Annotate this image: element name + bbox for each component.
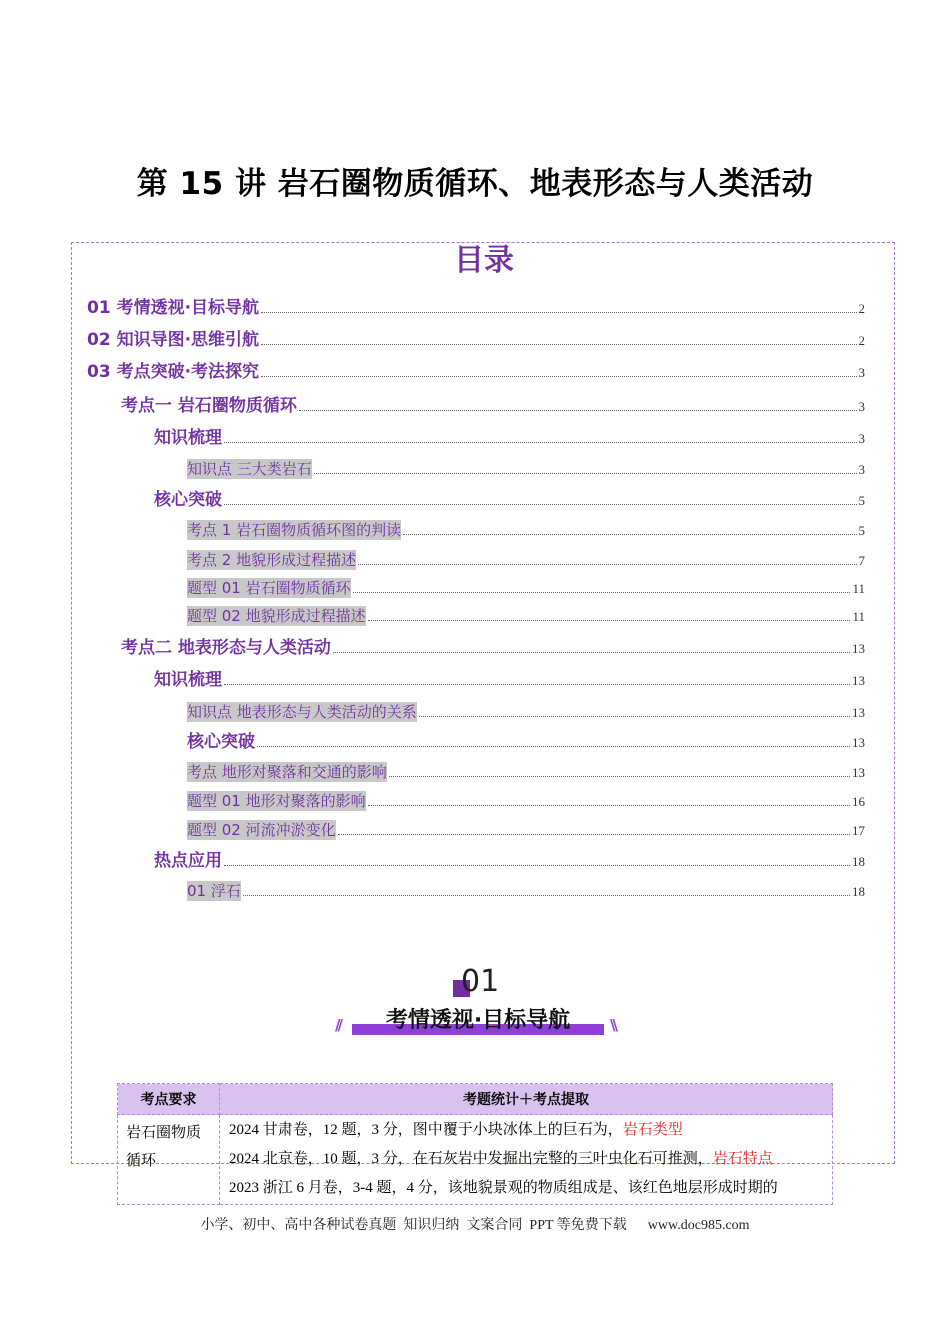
toc-leader-dots bbox=[338, 833, 850, 835]
stat-highlight: 岩石类型 bbox=[622, 1122, 683, 1138]
toc-entry-label: 题型 02 地貌形成过程描述 bbox=[187, 607, 366, 625]
toc-entry[interactable] bbox=[187, 698, 865, 722]
toc-entry-label: 知识梳理 bbox=[154, 428, 222, 448]
toc-entry[interactable] bbox=[187, 574, 865, 598]
table-header-row bbox=[118, 1084, 833, 1115]
toc-leader-dots bbox=[333, 651, 850, 653]
toc-entry-label: 考点 2 地貌形成过程描述 bbox=[187, 551, 357, 569]
toc-leader-dots bbox=[261, 311, 856, 313]
toc-leader-dots bbox=[224, 441, 857, 443]
toc-entry[interactable] bbox=[187, 877, 865, 901]
toc-leader-dots bbox=[224, 683, 850, 685]
page-footer: 小学、初中、高中各种试卷真题 知识归纳 文案合同 PPT 等免费下载 www.doc985.com bbox=[200, 1218, 750, 1233]
toc-leader-dots bbox=[358, 563, 856, 565]
toc-entry[interactable] bbox=[121, 392, 865, 416]
toc-page-number: 3 bbox=[858, 365, 865, 380]
toc-entry[interactable] bbox=[87, 358, 865, 382]
toc-entry-label: 考点一 岩石圈物质循环 bbox=[121, 396, 297, 416]
toc-entry[interactable] bbox=[87, 294, 865, 318]
toc-entry-label: 热点应用 bbox=[154, 851, 222, 871]
toc-leader-dots bbox=[257, 745, 850, 747]
toc-entry-label: 知识梳理 bbox=[154, 670, 222, 690]
toc-page-number: 3 bbox=[858, 431, 865, 446]
stat-text: 2023 浙江 6 月卷，3-4 题，4 分，该地貌景观的物质组成是、该红色地层形成时期的 bbox=[229, 1180, 778, 1196]
toc-entry[interactable] bbox=[87, 326, 865, 350]
toc-page-number: 13 bbox=[852, 765, 865, 780]
toc-page-number: 13 bbox=[852, 673, 865, 688]
toc-page-number: 13 bbox=[852, 641, 865, 656]
stat-line bbox=[221, 1174, 831, 1203]
toc-leader-dots bbox=[368, 804, 850, 806]
toc-page-number: 18 bbox=[852, 884, 865, 899]
toc-leader-dots bbox=[389, 775, 850, 777]
toc-entry-label: 考点 地形对聚落和交通的影响 bbox=[187, 763, 387, 781]
toc-entry[interactable] bbox=[187, 602, 865, 626]
toc-page-number: 18 bbox=[852, 854, 865, 869]
table-header-statistics: 考题统计＋考点提取 bbox=[220, 1084, 833, 1115]
toc-entry[interactable] bbox=[187, 758, 865, 782]
toc-entry[interactable] bbox=[121, 634, 865, 658]
toc-entry[interactable] bbox=[187, 816, 865, 840]
toc-entry-label: 考点二 地表形态与人类活动 bbox=[121, 638, 331, 658]
toc-entry-label: 02 知识导图·思维引航 bbox=[87, 330, 260, 350]
toc-leader-dots bbox=[314, 472, 857, 474]
toc-leader-dots bbox=[224, 864, 850, 866]
toc-entry-label: 知识点 三大类岩石 bbox=[187, 460, 312, 478]
toc-entry-label: 核心突破 bbox=[154, 490, 222, 510]
toc-leader-dots bbox=[368, 619, 851, 621]
table-row bbox=[118, 1115, 833, 1205]
document-title: 第 15 讲 岩石圈物质循环、地表形态与人类活动 bbox=[136, 166, 814, 202]
toc-page-number: 11 bbox=[852, 581, 865, 596]
toc-entry[interactable] bbox=[187, 546, 865, 570]
toc-entry-label: 题型 02 河流冲淤变化 bbox=[187, 821, 336, 839]
toc-page-number: 13 bbox=[852, 705, 865, 720]
exam-requirements-table bbox=[117, 1083, 833, 1205]
toc-leader-dots bbox=[224, 503, 857, 505]
section-number: 01 bbox=[461, 964, 500, 999]
toc-leader-dots bbox=[419, 715, 850, 717]
toc-page-number: 11 bbox=[852, 609, 865, 624]
toc-entry-label: 题型 01 岩石圈物质循环 bbox=[187, 579, 351, 597]
toc-entry[interactable] bbox=[187, 455, 865, 479]
requirement-cell: 岩石圈物质循环 bbox=[118, 1115, 220, 1205]
toc-leader-dots bbox=[261, 375, 856, 377]
stat-highlight: 岩石特点 bbox=[712, 1151, 773, 1167]
toc-entry-label: 题型 01 地形对聚落的影响 bbox=[187, 792, 366, 810]
stat-text: 2024 北京卷，10 题，3 分，在石灰岩中发掘出完整的三叶虫化石可推测， bbox=[229, 1151, 713, 1167]
toc-entry[interactable] bbox=[187, 728, 865, 752]
toc-page-number: 5 bbox=[858, 523, 865, 538]
toc-entry[interactable] bbox=[187, 787, 865, 811]
toc-entry-label: 核心突破 bbox=[187, 732, 255, 752]
toc-entry-label: 01 考情透视·目标导航 bbox=[87, 298, 260, 318]
toc-page-number: 16 bbox=[852, 794, 865, 809]
stat-line bbox=[221, 1116, 831, 1145]
toc-entry-label: 考点 1 岩石圈物质循环图的判读 bbox=[187, 521, 402, 539]
toc-page-number: 2 bbox=[858, 301, 865, 316]
toc-entry-label: 03 考点突破·考法探究 bbox=[87, 362, 260, 382]
toc-entry-label: 知识点 地表形态与人类活动的关系 bbox=[187, 703, 417, 721]
toc-page-number: 2 bbox=[858, 333, 865, 348]
statistics-cell bbox=[220, 1115, 833, 1205]
table-header-requirement: 考点要求 bbox=[118, 1084, 220, 1115]
toc-entry[interactable] bbox=[154, 847, 865, 871]
toc-heading: 目录 bbox=[454, 243, 514, 278]
banner-slash-right: \\ bbox=[610, 1016, 615, 1034]
toc-page-number: 3 bbox=[858, 399, 865, 414]
toc-entry[interactable] bbox=[154, 666, 865, 690]
toc-leader-dots bbox=[261, 343, 856, 345]
toc-leader-dots bbox=[353, 591, 851, 593]
toc-entry[interactable] bbox=[187, 516, 865, 540]
toc-leader-dots bbox=[243, 894, 850, 896]
toc-page-number: 17 bbox=[852, 823, 865, 838]
toc-entry-label: 01 浮石 bbox=[187, 882, 241, 900]
toc-page-number: 7 bbox=[858, 553, 865, 568]
toc-leader-dots bbox=[299, 409, 857, 411]
banner-slash-left: // bbox=[335, 1016, 340, 1034]
toc-page-number: 13 bbox=[852, 735, 865, 750]
toc-page-number: 5 bbox=[858, 493, 865, 508]
stat-line bbox=[221, 1145, 831, 1174]
stat-text: 2024 甘肃卷，12 题，3 分，图中覆于小块冰体上的巨石为， bbox=[229, 1122, 623, 1138]
toc-entry[interactable] bbox=[154, 424, 865, 448]
toc-leader-dots bbox=[403, 533, 856, 535]
toc-entry[interactable] bbox=[154, 486, 865, 510]
toc-page-number: 3 bbox=[858, 462, 865, 477]
section-title: 考情透视·目标导航 bbox=[385, 1008, 571, 1033]
